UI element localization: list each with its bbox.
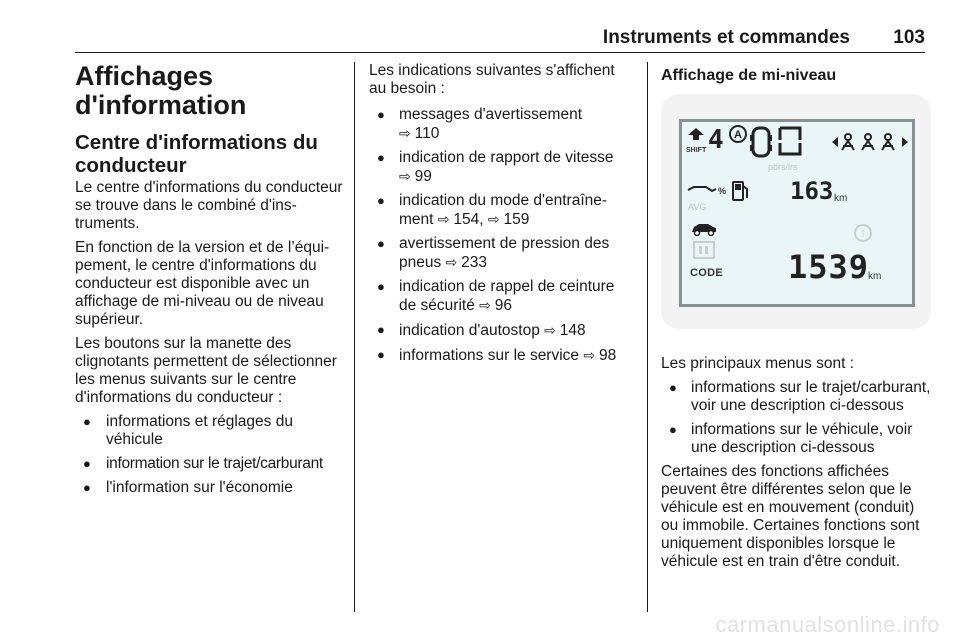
page-number: 103 [893,27,925,48]
menu-list [75,413,347,497]
list-item: ● messages d'avertissement ⇨ 110 [377,106,583,142]
bullet-icon: ● [377,150,385,165]
column-3 [661,62,931,577]
code-label: CODE [690,267,723,279]
list-item: ● informations sur le service ⇨ 98 [377,347,617,364]
list-item: ● indication de rapport de vitesse ⇨ 99 [377,149,614,185]
main-menus-list [661,379,931,457]
paragraph-version: En fonction de la version et de l’équipement, le centre d'informations du conducteur est disponible avec un affichage de mi-niveau ou de niveau supérieur. [75,239,330,328]
key-icon [692,240,716,260]
list-item: ● avertissement de pression des pneus ⇨ 233 [377,235,610,271]
percent-label: % [718,186,727,196]
page-ref-icon: ⇨ [583,347,599,363]
bullet-icon: ● [377,322,385,337]
paragraph-location: Le centre d'informations du conducteur se trouve dans le combiné d'instruments. [75,179,343,232]
column-divider [354,62,355,612]
paragraph-menus: Les principaux menus sont : [661,355,854,372]
list-item: ● l'information sur l'économie [83,479,293,496]
list-item: ● indication de rappel de ceinture de sécurité ⇨ 96 [377,278,615,314]
shift-label: SHIFT [686,147,707,154]
page-ref-link[interactable]: 98 [598,347,617,364]
list-item: ● informations sur le trajet/carburant, voir une description ci-dessous [669,379,931,414]
gear-digit: 4 [708,125,724,155]
shift-arrow-icon [688,128,704,140]
odometer-value: 1539 [788,248,870,286]
paragraph-functions: Certaines des fonctions affichées peuvent être différentes selon que le véhicule est en mouvement (conduit) ou immobile. Certaines fonctions sont uniquement disponibles lorsque le véhicule est en train d'être conduit. [661,463,920,570]
page-header [75,27,925,53]
list-item: ● informations sur le véhicule, voir une description ci-dessous [669,421,913,456]
paragraph-buttons: Les boutons sur la manette des clignotants permettent de sélectionner les menus suivants sur le centre d'informations du conducteur : [75,335,337,406]
bullet-icon: ● [669,422,677,437]
car-icon [690,222,718,236]
bullet-icon: ● [377,279,385,294]
column-2 [369,62,635,371]
list-item: ● indication d'autostop ⇨ 148 [377,322,586,339]
range-unit: km [834,193,848,204]
page-ref-link[interactable]: 154, [453,211,484,228]
heading-affichages: Affichages d'information [75,61,247,120]
indications-list [369,106,635,365]
list-item: ● information sur le trajet/carburant [83,455,323,472]
bullet-icon: ● [83,456,91,471]
seatbelt-icons [832,132,908,152]
page-ref-icon: ⇨ [487,211,504,227]
svg-text:!: ! [861,229,865,240]
page-ref-icon: ⇨ [479,297,495,313]
heading-centre-informations: Centre d'informations du conducteur [75,131,318,177]
page-ref-link[interactable]: 148 [559,322,586,339]
mid-level-display-illustration [661,94,931,329]
list-item: ● indication du mode d'entraînement ⇨ 154, ⇨ 159 [377,192,608,228]
lcd-screen [679,119,915,307]
page-ref-icon: ⇨ [399,168,415,184]
fuel-pump-icon [732,180,750,202]
watermark: carmanualsonline.info [715,612,940,637]
page-ref-link[interactable]: 110 [414,125,440,142]
page-ref-link[interactable]: 233 [461,254,488,271]
paragraph-indications: Les indications suivantes s'affichent au besoin : [369,62,615,97]
bullet-icon: ● [377,236,385,251]
tire-pressure-icon [852,222,878,244]
list-item: ● informations et réglages du véhicule [83,413,293,448]
auto-stop-icon [728,124,748,144]
page-ref-link[interactable]: 159 [503,211,530,228]
faint-label: pbrs/lrs [768,162,798,172]
page-ref-icon: ⇨ [437,211,454,227]
page-ref-link[interactable]: 99 [414,168,432,185]
page-ref-icon: ⇨ [544,322,560,338]
bullet-icon: ● [377,193,385,208]
svg-text:A: A [734,129,742,141]
bullet-icon: ● [377,107,385,122]
bullet-icon: ● [377,347,385,362]
odometer-unit: km [868,271,882,282]
column-1 [75,62,347,503]
car-door-icon [750,126,772,158]
oil-level-icon [686,184,718,194]
faint-label: AVG [688,202,707,212]
bullet-icon: ● [83,480,91,495]
page-ref-icon: ⇨ [399,125,415,141]
range-value: 163 [790,177,834,205]
page-ref-link[interactable]: 96 [494,297,513,314]
section-title: Instruments et commandes [602,27,850,48]
bullet-icon: ● [669,380,677,395]
bullet-icon: ● [83,414,91,429]
column-divider [647,62,648,612]
drive-mode-icon [778,126,802,156]
page-ref-icon: ⇨ [445,254,462,270]
heading-mi-niveau: Affichage de mi-niveau [661,67,837,84]
